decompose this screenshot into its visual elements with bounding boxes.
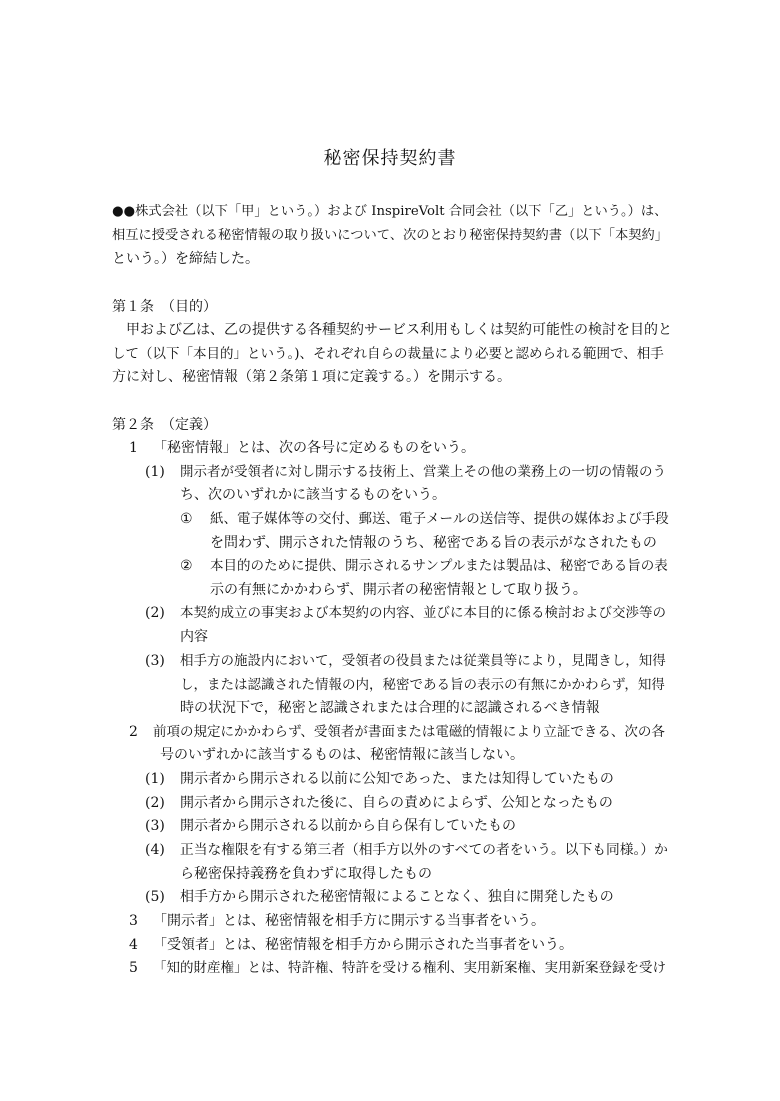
item-text: ち、次のいずれかに該当するものをいう。 <box>180 487 446 503</box>
item-number: (3) <box>145 653 165 669</box>
subitem-number: ① <box>180 511 193 527</box>
subitem-text: を問わず、開示された情報のうち、秘密である旨の表示がなされたもの <box>210 535 657 551</box>
paragraph-text: 「開示者」とは、秘密情報を相手方に開示する当事者をいう。 <box>153 913 545 929</box>
article-1-line: 甲および乙は、乙の提供する各種契約サービス利用もしくは契約可能性の検討を目的と <box>126 322 672 338</box>
item-text: 時の状況下で，秘密と認識されまたは合理的に認識されるべき情報 <box>180 700 600 716</box>
item-text: 相手方の施設内において，受領者の役員または従業員等により，見聞きし，知得 <box>180 653 666 669</box>
paragraph-number: 5 <box>129 960 138 976</box>
paragraph-number: 2 <box>129 724 138 740</box>
item-text: し，または認識された情報の内，秘密である旨の表示の有無にかかわらず，知得 <box>180 677 665 693</box>
item-text: 開示者が受領者に対し開示する技術上、営業上その他の業務上の一切の情報のう <box>180 464 666 480</box>
subitem-text: 紙、電子媒体等の交付、郵送、電子メールの送信等、提供の媒体および手段 <box>210 511 669 527</box>
item-text: 相手方から開示された秘密情報によることなく、独自に開発したもの <box>180 889 614 905</box>
paragraph-text: 「知的財産権」とは、特許権、特許を受ける権利、実用新案権、実用新案登録を受け <box>153 960 666 976</box>
paragraph-text: 前項の規定にかかわらず、受領者が書面または電磁的情報により立証できる、次の各 <box>153 724 665 740</box>
item-number: (5) <box>145 889 165 905</box>
item-number: (2) <box>145 795 165 811</box>
preamble-line: ●●株式会社（以下「甲」という。）および InspireVolt 合同会社（以下「乙」という。）は、 <box>112 204 668 219</box>
paragraph-text: 「受領者」とは、秘密情報を相手方から開示された当事者をいう。 <box>153 937 573 953</box>
article-2-heading: 第２条 （定義） <box>112 417 217 433</box>
document-title: 秘密保持契約書 <box>323 148 457 169</box>
item-text: 開示者から開示される以前に公知であった、または知得していたもの <box>180 771 614 787</box>
item-number: (4) <box>145 842 165 858</box>
article-1-heading: 第１条 （目的） <box>112 299 217 315</box>
subitem-number: ② <box>180 558 193 574</box>
item-text: 開示者から開示された後に、自らの責めによらず、公知となったもの <box>180 795 613 811</box>
item-number: (3) <box>145 818 165 834</box>
item-text: 本契約成立の事実および本契約の内容、並びに本目的に係る検討および交渉等の <box>180 605 666 621</box>
paragraph-number: 4 <box>129 937 138 953</box>
item-text: 内容 <box>180 629 208 645</box>
item-text: ら秘密保持義務を負わずに取得したもの <box>180 866 432 882</box>
paragraph-text: 号のいずれかに該当するものは、秘密情報に該当しない。 <box>160 747 524 763</box>
article-1-line: 方に対し、秘密情報（第２条第１項に定義する。）を開示する。 <box>112 369 511 385</box>
paragraph-number: 1 <box>129 440 138 456</box>
paragraph-number: 3 <box>129 913 138 929</box>
preamble-line: という。）を締結した。 <box>112 251 259 267</box>
item-text: 開示者から開示される以前から自ら保有していたもの <box>180 818 516 834</box>
item-text: 正当な権限を有する第三者（相手方以外のすべての者をいう。以下も同様。）か <box>180 842 668 858</box>
subitem-text: 本目的のために提供、開示されるサンプルまたは製品は、秘密である旨の表 <box>210 558 668 574</box>
item-number: (1) <box>145 464 165 480</box>
subitem-text: 示の有無にかかわらず、開示者の秘密情報として取り扱う。 <box>210 582 587 598</box>
item-number: (2) <box>145 605 165 621</box>
paragraph-text: 「秘密情報」とは、次の各号に定めるものをいう。 <box>153 440 475 456</box>
item-number: (1) <box>145 771 165 787</box>
preamble-line: 相互に授受される秘密情報の取り扱いについて、次のとおり秘密保持契約書（以下「本契約」 <box>112 228 668 243</box>
article-1-line: して（以下「本目的」という。)、それぞれ自らの裁量により必要と認められる範囲で、相手 <box>112 346 664 362</box>
